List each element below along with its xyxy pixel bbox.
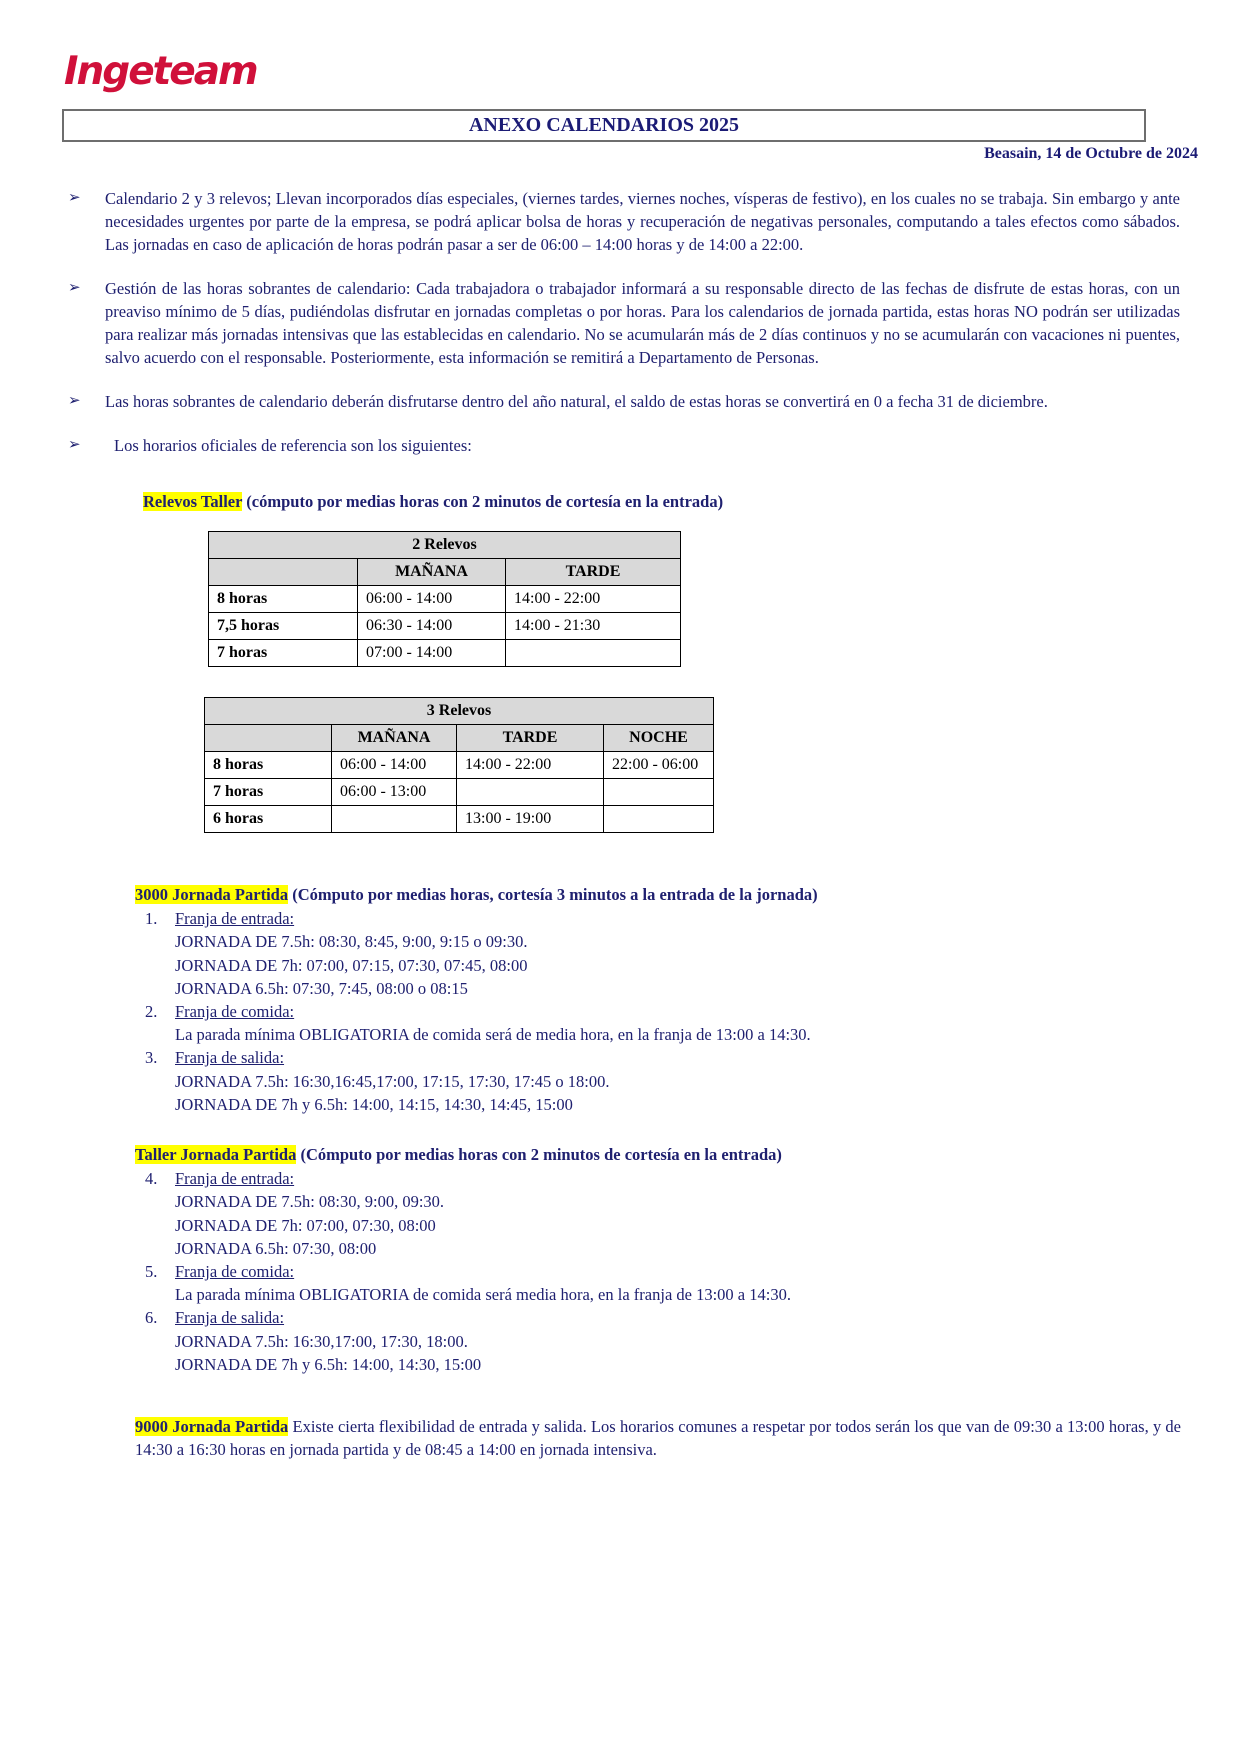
time-cell [506, 640, 681, 667]
relevos-taller-highlight: Relevos Taller [143, 492, 243, 511]
numbered-item [145, 1000, 1183, 1023]
column-header: TARDE [506, 559, 681, 586]
section-taller-jornada-partida [135, 1143, 1183, 1376]
item-number: 2. [145, 1002, 158, 1022]
item-label: Franja de comida: [175, 1262, 295, 1282]
column-header: MAÑANA [358, 559, 506, 586]
time-cell: 06:00 - 14:00 [332, 752, 457, 779]
item-number: 1. [145, 909, 158, 929]
9000-jornada-text: Existe cierta flexibilidad de entrada y salida. Los horarios comunes a respetar por todos serán los que van de 09:30 a 13:00 horas, y de 14:30 a 16:30 horas en jornada partida y de 08:45 a 14:00 en jornada intensiva. [135, 1417, 1181, 1460]
schedule-table [204, 697, 714, 833]
relevos-taller-heading [143, 492, 1173, 512]
arrow-bullet-icon: ➢ [68, 437, 81, 453]
item-line: La parada mínima OBLIGATORIA de comida será media hora, en la franja de 13:00 a 14:30. [175, 1285, 791, 1305]
section-heading-rest: (Cómputo por medias horas, cortesía 3 minutos a la entrada de la jornada) [288, 885, 818, 904]
numbered-item [145, 1260, 1183, 1283]
paragraph-9000-jornada-partida [135, 1415, 1181, 1461]
title-box [62, 109, 1146, 142]
time-cell: 14:00 - 21:30 [506, 613, 681, 640]
bullet-text: Las horas sobrantes de calendario deberán disfrutarse dentro del año natural, el saldo de estas horas se convertirá en 0 a fecha 31 de diciembre. [105, 392, 1048, 411]
item-label: Franja de salida: [175, 1308, 285, 1328]
table-3-relevos-container [204, 697, 1241, 833]
time-cell [332, 806, 457, 833]
section-heading-highlight: Taller Jornada Partida [135, 1145, 297, 1165]
bullet-text: Gestión de las horas sobrantes de calendario: Cada trabajadora o trabajador informará a su responsable directo de las fechas de disfrute de estas horas, con un preaviso mínimo de 5 días, pudiéndolas disfrutar en jornadas completas o por horas. Para los calendarios de jornada partida, estas horas NO podrán ser utilizadas para realizar más jornadas intensivas que las establecidas en calendario. No se acumularán más de 2 días continuos y no se acumularán con vacaciones ni puentes, salvo acuerdo con el responsable. Posteriormente, esta información se remitirá a Departamento de Personas. [105, 279, 1180, 367]
section-heading [135, 883, 1183, 906]
column-header [209, 559, 358, 586]
section-heading-highlight: 3000 Jornada Partida [135, 885, 289, 904]
time-cell: 13:00 - 19:00 [457, 806, 604, 833]
row-label: 8 horas [209, 586, 358, 613]
item-line: JORNADA DE 7h y 6.5h: 14:00, 14:15, 14:30, 14:45, 15:00 [175, 1094, 573, 1114]
item-line: JORNADA DE 7.5h: 08:30, 9:00, 09:30. [175, 1192, 445, 1212]
item-line: JORNADA 7.5h: 16:30,16:45,17:00, 17:15, 17:30, 17:45 o 18:00. [175, 1071, 610, 1091]
bullet-item-calendario [68, 187, 1180, 256]
numbered-item [145, 1167, 1183, 1190]
schedule-table [208, 531, 681, 667]
item-line: JORNADA DE 7.5h: 08:30, 8:45, 9:00, 9:15 o 09:30. [175, 932, 528, 952]
bullet-item-horas-sobrantes [68, 390, 1180, 413]
bullet-list [68, 187, 1180, 457]
column-header: MAÑANA [332, 725, 457, 752]
column-header [205, 725, 332, 752]
table-title: 3 Relevos [205, 698, 714, 725]
item-number: 6. [145, 1308, 158, 1328]
ingeteam-logo: Ingeteam [64, 49, 257, 94]
bullet-item-gestion [68, 277, 1180, 369]
item-line: JORNADA DE 7h y 6.5h: 14:00, 14:30, 15:00 [175, 1354, 482, 1374]
item-line: JORNADA DE 7h: 07:00, 07:15, 07:30, 07:45, 08:00 [175, 955, 528, 975]
time-cell: 07:00 - 14:00 [358, 640, 506, 667]
arrow-bullet-icon: ➢ [68, 393, 81, 409]
item-number: 5. [145, 1262, 158, 1282]
item-label: Franja de entrada: [175, 1169, 295, 1189]
row-label: 8 horas [205, 752, 332, 779]
time-cell: 14:00 - 22:00 [457, 752, 604, 779]
item-label: Franja de entrada: [175, 909, 295, 929]
item-number: 4. [145, 1169, 158, 1189]
arrow-bullet-icon: ➢ [68, 190, 81, 206]
table-2-relevos-container [208, 531, 1241, 667]
section-3000-jornada-partida [135, 883, 1183, 1116]
column-header: TARDE [457, 725, 604, 752]
item-number: 3. [145, 1048, 158, 1068]
relevos-taller-heading-rest: (cómputo por medias horas con 2 minutos de cortesía en la entrada) [242, 492, 724, 511]
row-label: 6 horas [205, 806, 332, 833]
time-cell [457, 779, 604, 806]
time-cell [604, 779, 714, 806]
item-line: JORNADA 6.5h: 07:30, 08:00 [175, 1238, 377, 1258]
time-cell: 06:00 - 13:00 [332, 779, 457, 806]
row-label: 7 horas [209, 640, 358, 667]
item-line: JORNADA DE 7h: 07:00, 07:30, 08:00 [175, 1215, 436, 1235]
section-heading-rest: (Cómputo por medias horas con 2 minutos de cortesía en la entrada) [296, 1145, 782, 1165]
numbered-item [145, 907, 1183, 930]
section-heading [135, 1143, 1183, 1166]
item-line: La parada mínima OBLIGATORIA de comida será de media hora, en la franja de 13:00 a 14:30. [175, 1025, 811, 1045]
page-title: ANEXO CALENDARIOS 2025 [468, 114, 740, 136]
arrow-bullet-icon: ➢ [68, 280, 81, 296]
item-line: JORNADA 6.5h: 07:30, 7:45, 08:00 o 08:15 [175, 978, 468, 998]
column-header: NOCHE [604, 725, 714, 752]
bullet-text: Los horarios oficiales de referencia son los siguientes: [114, 436, 472, 455]
date-line: Beasain, 14 de Octubre de 2024 [984, 145, 1198, 162]
time-cell [604, 806, 714, 833]
item-line: JORNADA 7.5h: 16:30,17:00, 17:30, 18:00. [175, 1331, 468, 1351]
item-label: Franja de salida: [175, 1048, 285, 1068]
time-cell: 06:30 - 14:00 [358, 613, 506, 640]
bullet-item-horarios [68, 434, 1180, 457]
numbered-item [145, 1046, 1183, 1069]
time-cell: 14:00 - 22:00 [506, 586, 681, 613]
9000-jornada-highlight: 9000 Jornada Partida [135, 1417, 289, 1437]
time-cell: 22:00 - 06:00 [604, 752, 714, 779]
item-label: Franja de comida: [175, 1002, 295, 1022]
numbered-item [145, 1306, 1183, 1329]
bullet-text: Calendario 2 y 3 relevos; Llevan incorporados días especiales, (viernes tardes, viernes noches, vísperas de festivo), en los cuales no se trabaja. Sin embargo y ante necesidades urgentes por parte de la empresa, se podrá aplicar bolsa de horas y recuperación de negativas personales, computando a tales efectos como sábados. Las jornadas en caso de aplicación de horas podrán pasar a ser de 06:00 – 14:00 horas y de 14:00 a 22:00. [105, 189, 1180, 254]
table-title: 2 Relevos [209, 532, 681, 559]
row-label: 7,5 horas [209, 613, 358, 640]
row-label: 7 horas [205, 779, 332, 806]
time-cell: 06:00 - 14:00 [358, 586, 506, 613]
